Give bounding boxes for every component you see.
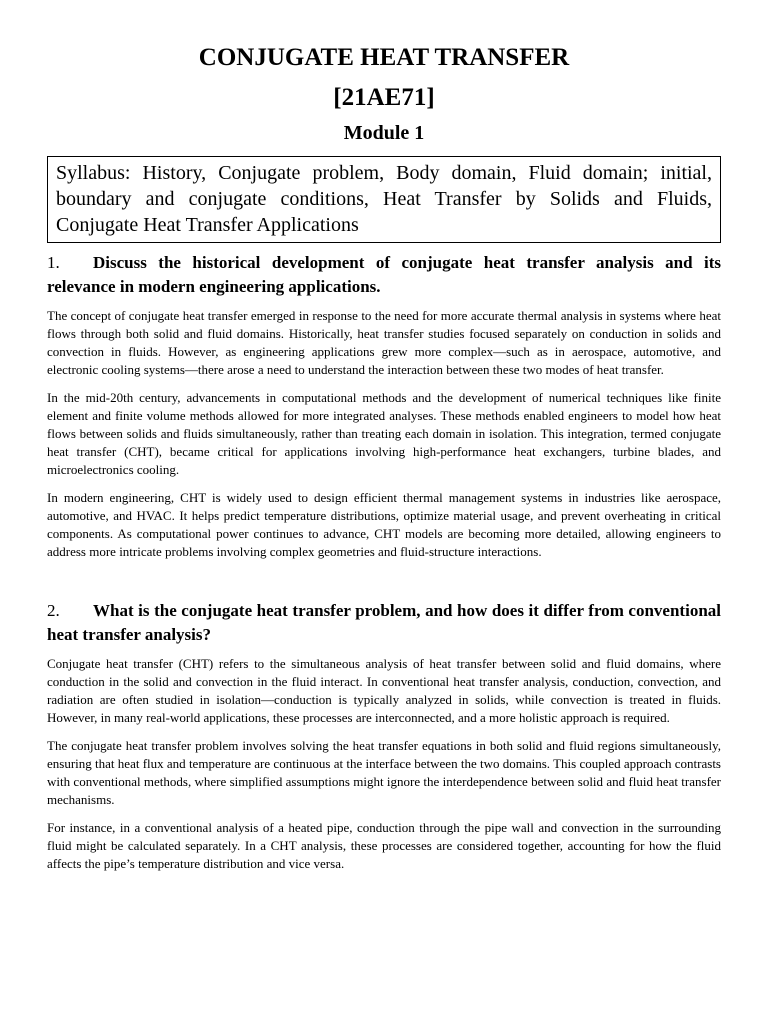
answer-paragraph: The conjugate heat transfer problem involves solving the heat transfer equations in both solid and fluid regions simultaneously, ensuring that heat flux and temperature are continuous at the interface between the two domains. This coupled approach contrasts with conventional methods, where simplified assumptions might ignore the interdependence between solid and fluid heat transfer mechanisms. [47, 738, 721, 807]
answer-paragraph: In modern engineering, CHT is widely used to design efficient thermal management systems in industries like aerospace, automotive, and HVAC. It helps predict temperature distributions, optimize material usage, and prevent overheating in critical components. As computational power continues to advance, CHT models are becoming more detailed, allowing engineers to address more intricate problems involving complex geometries and fluid-structure interactions. [47, 490, 721, 559]
question-2 [47, 599, 721, 647]
module-heading: Module 1 [343, 122, 425, 144]
question-number: 2. [47, 601, 60, 620]
question-text: What is the conjugate heat transfer problem, and how does it differ from conventional heat transfer analysis? [47, 601, 721, 644]
section-spacer [47, 571, 721, 591]
question-text: Discuss the historical development of conjugate heat transfer analysis and its relevance in modern engineering applications. [47, 253, 721, 296]
question-number: 1. [47, 253, 60, 272]
answer-paragraph: For instance, in a conventional analysis of a heated pipe, conduction through the pipe wall and convection in the surrounding fluid might be calculated separately. In a CHT analysis, these processes are considered together, accounting for how the fluid affects the pipe’s temperature distribution and vice versa. [47, 820, 721, 871]
answer-paragraph: Conjugate heat transfer (CHT) refers to the simultaneous analysis of heat transfer between solid and fluid domains, where conduction in the solid and convection in the fluid interact. In conventional heat transfer analysis, conduction, convection, and radiation are often studied in isolation—conduction is typically analyzed in solids, while convection is treated in fluids. However, in many real-world applications, these processes are interconnected, and a more holistic approach is required. [47, 656, 721, 725]
answer-paragraph: The concept of conjugate heat transfer emerged in response to the need for more accurate thermal analysis in systems where heat flows through both solid and fluid domains. Historically, heat transfer studies focused separately on conduction in solids and convection in fluids. However, as engineering applications grew more complex—such as in aerospace, automotive, and electronic cooling systems—there arose a need to understand the interaction between these two modes of heat transfer. [47, 308, 721, 377]
document-title: CONJUGATE HEAT TRANSFER [198, 44, 570, 71]
course-code: [21AE71] [333, 84, 435, 111]
answer-paragraph: In the mid-20th century, advancements in computational methods and the development of numerical techniques like finite element and finite volume methods allowed for more integrated analyses. These methods enabled engineers to model how heat flows between solids and fluids simultaneously, rather than treating each domain in isolation. This integration, termed conjugate heat transfer (CHT), became critical for applications involving high-performance heat exchangers, turbine blades, and microelectronics cooling. [47, 390, 721, 477]
question-1 [47, 251, 721, 299]
syllabus-box: Syllabus: History, Conjugate problem, Body domain, Fluid domain; initial, boundary and conjugate conditions, Heat Transfer by Solids and Fluids, Conjugate Heat Transfer Applications [47, 156, 721, 243]
